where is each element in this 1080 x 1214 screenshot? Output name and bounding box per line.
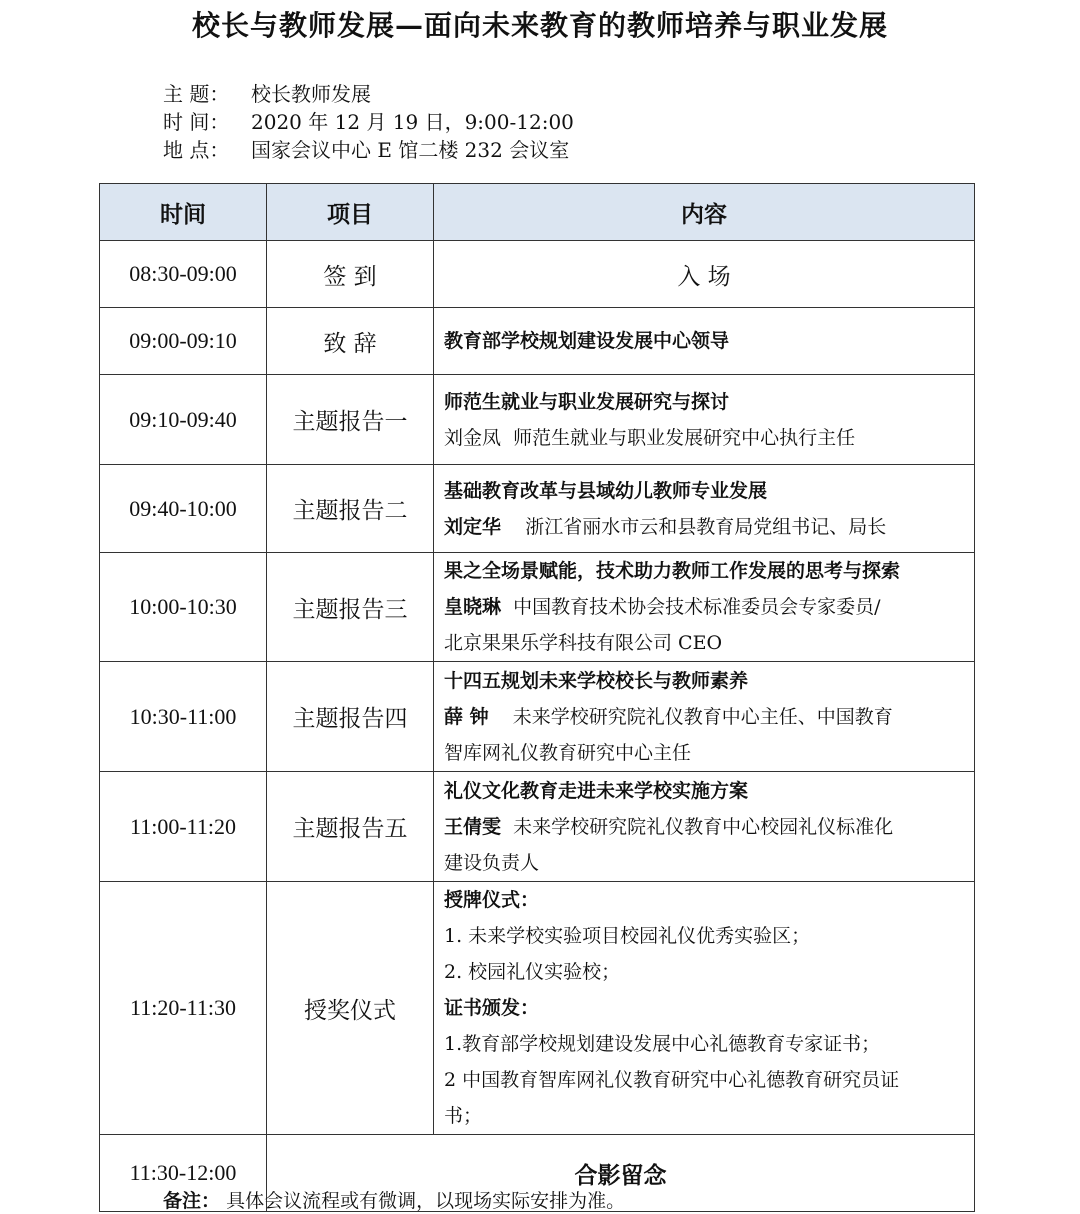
- meta-theme-value: 校长教师发展: [251, 82, 371, 106]
- row-item: 授奖仪式: [267, 882, 434, 1135]
- report-topic: 师范生就业与职业发展研究与探讨: [444, 390, 730, 413]
- meeting-info: [163, 80, 574, 164]
- row-content: 教育部学校规划建设发展中心领导: [434, 308, 975, 375]
- schedule-table: [99, 183, 975, 1212]
- certificate-heading: 证书颁发：: [444, 997, 540, 1019]
- row-time: 11:30-12:00: [100, 1135, 267, 1212]
- row-time: 10:00-10:30: [100, 553, 267, 662]
- speaker-line: [444, 509, 964, 545]
- row-content: [434, 465, 975, 553]
- speaker-name: 刘定华: [444, 515, 502, 538]
- meta-theme-label: 主 题：: [163, 82, 230, 106]
- speaker-desc: 师范生就业与职业发展研究中心执行主任: [513, 426, 856, 449]
- row-item: 致 辞: [267, 308, 434, 375]
- report-topic: 基础教育改革与县域幼儿教师专业发展: [444, 479, 768, 502]
- footnote: [163, 1186, 625, 1213]
- row-time: 09:00-09:10: [100, 308, 267, 375]
- speaker-desc: 未来学校研究院礼仪教育中心校园礼仪标准化: [513, 815, 894, 838]
- row-item: 主题报告四: [267, 662, 434, 772]
- row-item: 主题报告二: [267, 465, 434, 553]
- row-time: 08:30-09:00: [100, 241, 267, 308]
- row-content: [434, 772, 975, 882]
- row-content: 合影留念: [267, 1135, 975, 1212]
- row-content: [434, 882, 975, 1135]
- meta-place: [163, 136, 574, 164]
- meta-theme: [163, 80, 574, 108]
- report-topic: 果之全场景赋能，技术助力教师工作发展的思考与探索: [444, 560, 901, 582]
- speaker-name: 皇晓琳: [444, 596, 502, 618]
- row-time: 11:20-11:30: [100, 882, 267, 1135]
- footnote-label: 备注：: [163, 1190, 221, 1212]
- page-title: 校长与教师发展—面向未来教育的教师培养与职业发展: [191, 9, 888, 42]
- speaker-line: [444, 589, 964, 625]
- speaker-desc: 中国教育技术协会技术标准委员会专家委员/: [513, 596, 881, 618]
- award-item: 2. 校园礼仪实验校；: [444, 961, 621, 983]
- award-heading: 授牌仪式：: [444, 889, 540, 911]
- row-item: 主题报告三: [267, 553, 434, 662]
- speaker-name: 刘金凤: [444, 426, 502, 449]
- meta-time: [163, 108, 574, 136]
- award-item: 1. 未来学校实验项目校园礼仪优秀实验区；: [444, 925, 811, 947]
- table-row: [100, 241, 975, 308]
- row-item: 主题报告一: [267, 375, 434, 465]
- row-time: 09:40-10:00: [100, 465, 267, 553]
- header-time: 时间: [100, 184, 267, 241]
- row-item: 主题报告五: [267, 772, 434, 882]
- table-row: [100, 553, 975, 662]
- speaker-desc: 未来学校研究院礼仪教育中心主任、中国教育: [512, 705, 893, 728]
- certificate-item-cont: 书；: [444, 1105, 483, 1127]
- speaker-name: 王倩雯: [444, 815, 502, 838]
- footnote-text: 具体会议流程或有微调，以现场实际安排为准。: [226, 1190, 626, 1212]
- report-topic: 十四五规划未来学校校长与教师素养: [444, 669, 749, 692]
- row-time: 11:00-11:20: [100, 772, 267, 882]
- speaker-name: 薛 钟: [444, 705, 489, 728]
- header-item: 项目: [267, 184, 434, 241]
- row-time: 09:10-09:40: [100, 375, 267, 465]
- speaker-line: [444, 420, 964, 456]
- row-content: [434, 375, 975, 465]
- speaker-desc-cont: 北京果果乐学科技有限公司 CEO: [444, 632, 723, 654]
- table-row: [100, 375, 975, 465]
- row-content: 入 场: [434, 241, 975, 308]
- row-content: [434, 662, 975, 772]
- report-topic: 礼仪文化教育走进未来学校实施方案: [444, 779, 749, 802]
- meta-place-label: 地 点：: [163, 138, 230, 162]
- table-row: [100, 662, 975, 772]
- certificate-item: 2 中国教育智库网礼仪教育研究中心礼德教育研究员证: [444, 1069, 900, 1091]
- meta-place-value: 国家会议中心 E 馆二楼 232 会议室: [251, 138, 570, 162]
- header-content: 内容: [434, 184, 975, 241]
- speaker-desc: 浙江省丽水市云和县教育局党组书记、局长: [525, 515, 887, 538]
- speaker-desc-cont: 智库网礼仪教育研究中心主任: [444, 741, 692, 764]
- row-content: [434, 553, 975, 662]
- speaker-desc-cont: 建设负责人: [444, 851, 540, 874]
- speaker-line: [444, 699, 964, 735]
- table-row: [100, 772, 975, 882]
- table-header-row: [100, 184, 975, 241]
- table-row: [100, 882, 975, 1135]
- table-row: [100, 308, 975, 375]
- row-item: 签 到: [267, 241, 434, 308]
- meta-time-label: 时 间：: [163, 110, 230, 134]
- meta-time-value: 2020 年 12 月 19 日，9:00-12:00: [251, 110, 574, 134]
- table-row: [100, 465, 975, 553]
- speaker-line: [444, 809, 964, 845]
- certificate-item: 1.教育部学校规划建设发展中心礼德教育专家证书；: [444, 1033, 881, 1055]
- row-time: 10:30-11:00: [100, 662, 267, 772]
